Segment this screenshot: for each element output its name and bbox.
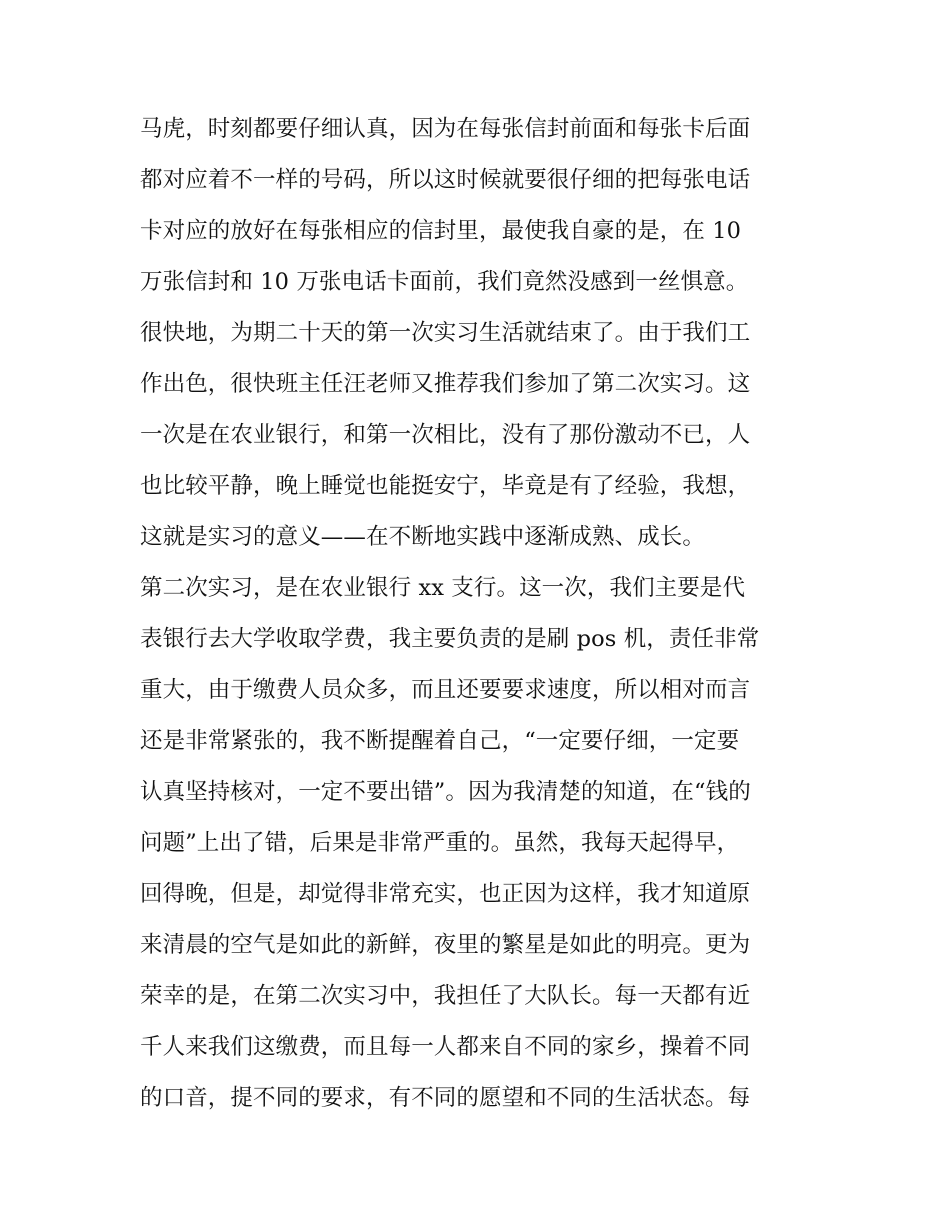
text-line: 一次是在农业银行，和第一次相比，没有了那份激动不已，人 <box>140 422 751 448</box>
text-line: 很快地，为期二十天的第一次实习生活就结束了。由于我们工 <box>140 320 751 346</box>
text-line: 还是非常紧张的，我不断提醒着自己，“一定要仔细，一定要 <box>140 728 740 754</box>
text-line: 卡对应的放好在每张相应的信封里，最使我自豪的是，在 10 <box>140 218 742 244</box>
text-line: 问题”上出了错，后果是非常严重的。虽然，我每天起得早， <box>140 830 740 856</box>
text-line: 第二次实习，是在农业银行 xx 支行。这一次，我们主要是代 <box>140 575 746 601</box>
text-line: 重大，由于缴费人员众多，而且还要要求速度，所以相对而言 <box>140 677 751 703</box>
text-line: 表银行去大学收取学费，我主要负责的是刷 pos 机，责任非常 <box>140 626 760 652</box>
text-line: 认真坚持核对，一定不要出错”。因为我清楚的知道，在“钱的 <box>140 779 751 805</box>
text-line: 的口音，提不同的要求，有不同的愿望和不同的生活状态。每 <box>140 1085 751 1111</box>
text-line: 来清晨的空气是如此的新鲜，夜里的繁星是如此的明亮。更为 <box>140 932 751 958</box>
text-line: 也比较平静，晚上睡觉也能挺安宁，毕竟是有了经验，我想， <box>140 473 751 499</box>
text-line: 万张信封和 10 万张电话卡面前，我们竟然没感到一丝惧意。 <box>140 269 749 295</box>
text-line: 回得晚，但是，却觉得非常充实，也正因为这样，我才知道原 <box>140 881 751 907</box>
text-line: 荣幸的是，在第二次实习中，我担任了大队长。每一天都有近 <box>140 983 751 1009</box>
text-line: 马虎，时刻都要仔细认真，因为在每张信封前面和每张卡后面 <box>140 116 751 142</box>
text-line: 都对应着不一样的号码，所以这时候就要很仔细的把每张电话 <box>140 167 751 193</box>
text-line: 这就是实习的意义——在不断地实践中逐渐成熟、成长。 <box>140 524 706 550</box>
text-line: 作出色，很快班主任汪老师又推荐我们参加了第二次实习。这 <box>140 371 751 397</box>
body-text <box>140 104 820 1124</box>
text-line: 千人来我们这缴费，而且每一人都来自不同的家乡，操着不同 <box>140 1034 751 1060</box>
